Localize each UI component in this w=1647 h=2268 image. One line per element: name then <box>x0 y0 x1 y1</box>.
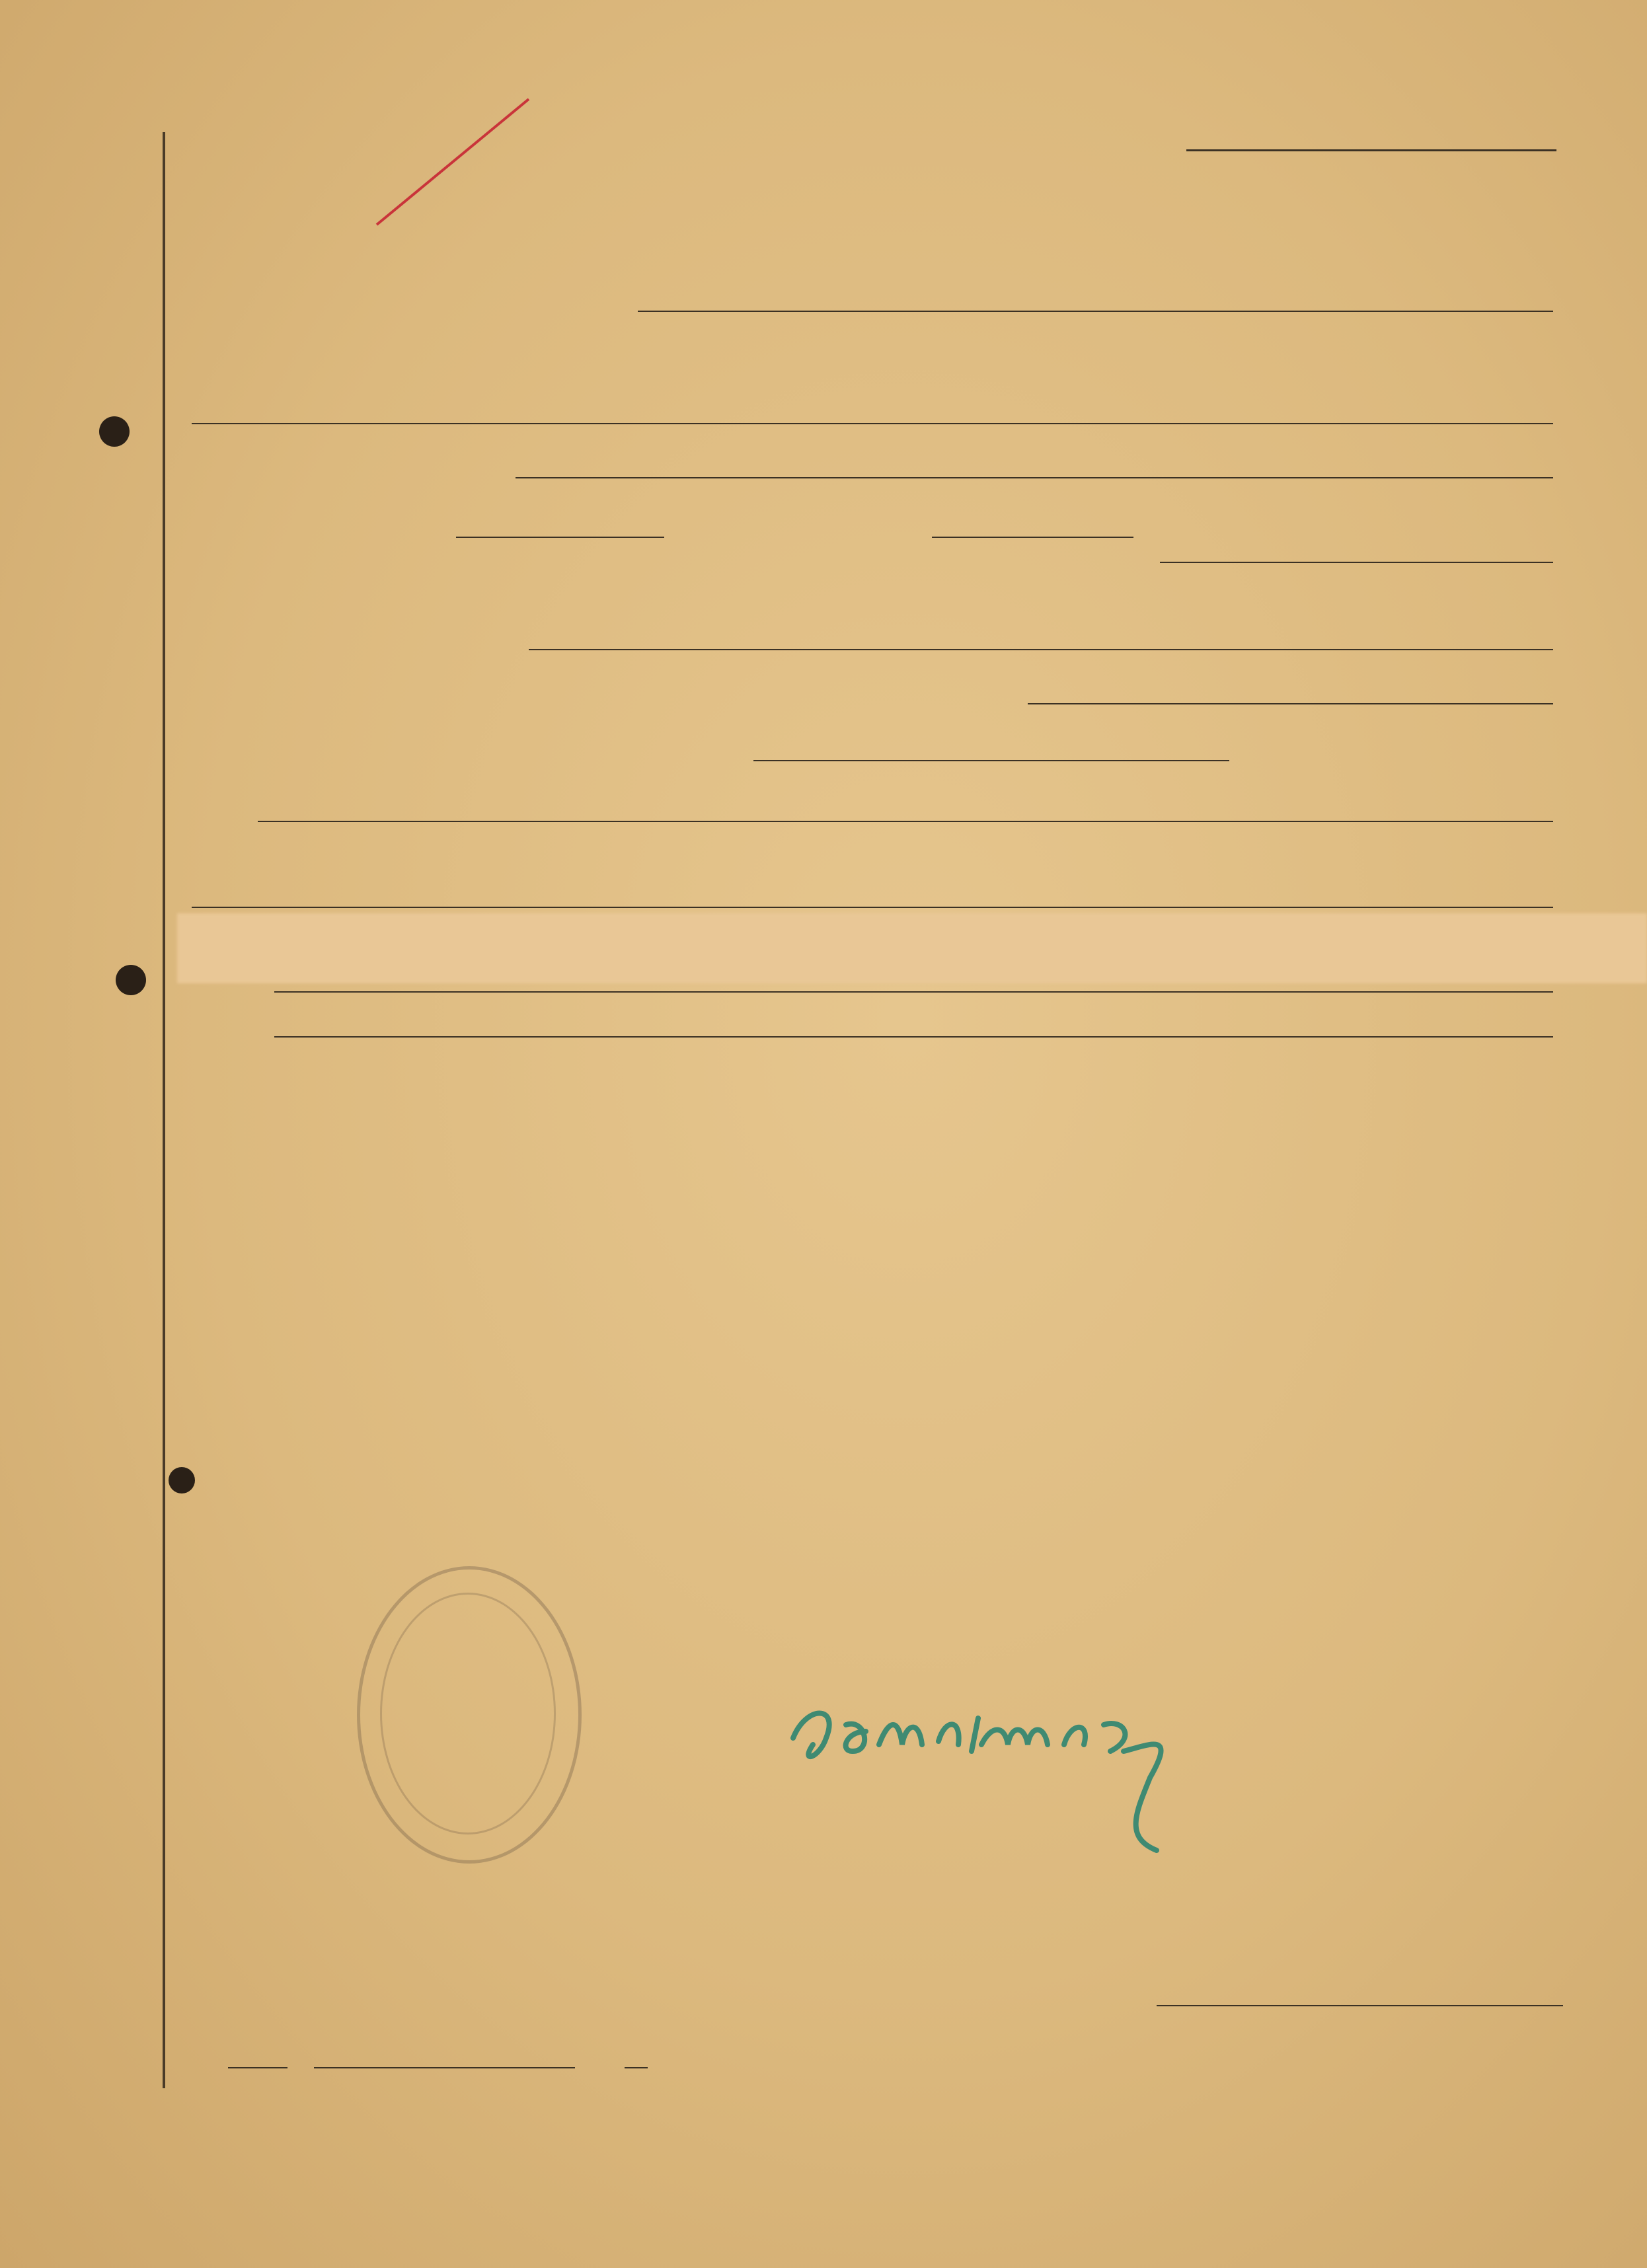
field-5-underline <box>932 537 1133 538</box>
pencil-annotation <box>278 59 535 234</box>
field-3-underline <box>192 423 1553 424</box>
footer-date-month-line <box>314 2067 575 2068</box>
punch-hole-middle <box>116 965 146 995</box>
field-10-underline <box>258 821 1553 822</box>
footer-year-line <box>625 2067 648 2068</box>
handwritten-number <box>1381 66 1606 307</box>
official-seal-inner <box>380 1593 556 1834</box>
field-11-underline <box>192 907 1553 908</box>
handwritten-signature <box>780 1679 1256 1866</box>
footer-date-day-line <box>228 2067 287 2068</box>
field-6-underline <box>1160 562 1553 563</box>
field-7-underline <box>529 649 1553 650</box>
field-1-underline <box>638 311 1553 312</box>
punch-hole-top <box>99 416 130 447</box>
punch-hole-bottom <box>169 1467 195 1493</box>
field-12-underline-1 <box>274 991 1553 993</box>
field-12-underline-2 <box>274 1036 1553 1038</box>
redaction-band <box>177 913 1647 983</box>
field-9-underline <box>753 760 1229 761</box>
commander-underline <box>1157 2005 1563 2006</box>
nominated-underline <box>516 477 1553 478</box>
field-8-underline <box>1028 703 1553 704</box>
margin-line <box>163 132 165 2088</box>
field-4-underline <box>456 537 664 538</box>
